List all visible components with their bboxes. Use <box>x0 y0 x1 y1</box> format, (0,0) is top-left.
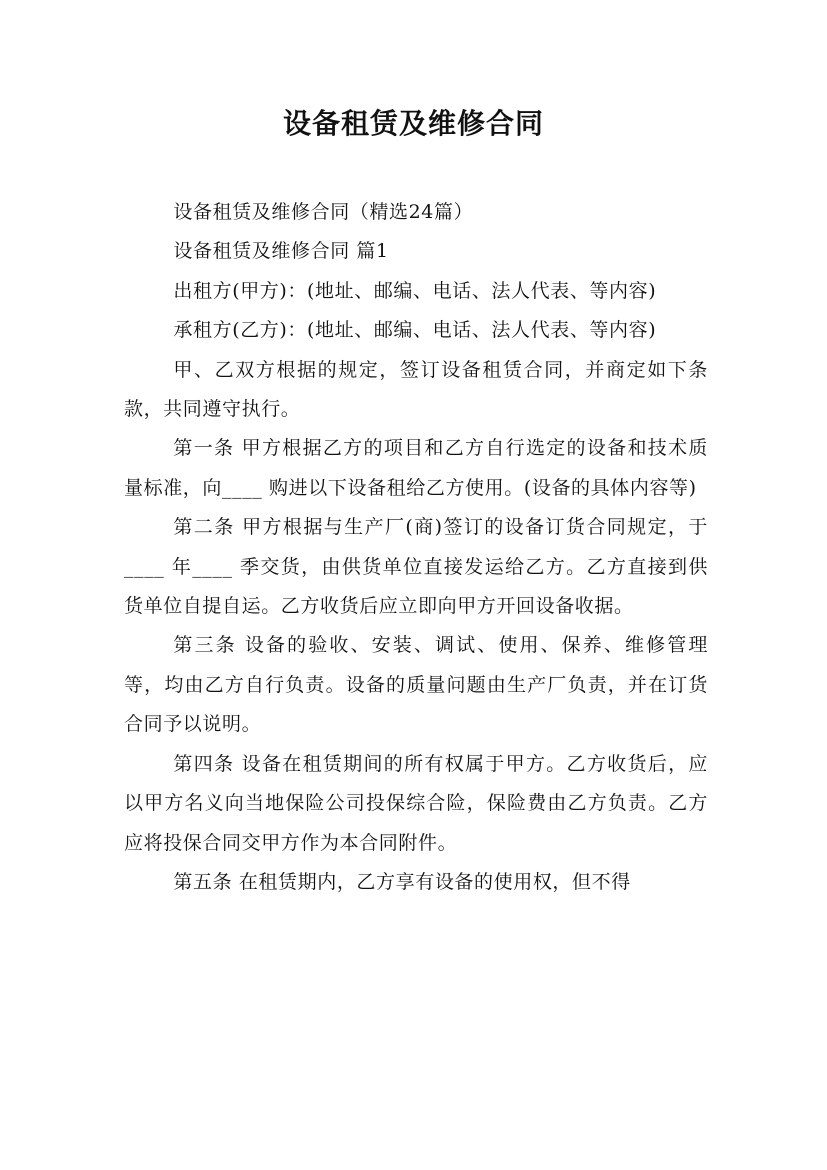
paragraph-lessor: 出租方(甲方)：(地址、邮编、电话、法人代表、等内容) <box>173 279 657 302</box>
document-title: 设备租赁及维修合同 <box>282 107 544 140</box>
paragraph-article-3: 第三条 设备的验收、安装、调试、使用、保养、维修管理等，均由乙方自行负责。设备的质量问题由生产厂负责，并在订货合同予以说明。 <box>124 634 708 736</box>
paragraph-lessee: 承租方(乙方)：(地址、邮编、电话、法人代表、等内容) <box>173 319 657 342</box>
document-body <box>124 193 708 902</box>
paragraph-subtitle: 设备租赁及维修合同（精选24篇） <box>173 201 474 223</box>
paragraph-preamble: 甲、乙双方根据的规定，签订设备租赁合同，并商定如下条款，共同遵守执行。 <box>124 358 708 421</box>
paragraph-article-5: 第五条 在租赁期内，乙方享有设备的使用权，但不得 <box>173 870 631 893</box>
paragraph-section-heading: 设备租赁及维修合同 篇1 <box>173 240 389 263</box>
paragraph-article-2: 第二条 甲方根据与生产厂(商)签订的设备订货合同规定，于____ 年____ 季交货，由供货单位直接发运给乙方。乙方直接到供货单位自提自运。乙方收货后应立即向甲方开回设备收据。 <box>124 516 708 618</box>
paragraph-article-1: 第一条 甲方根据乙方的项目和乙方自行选定的设备和技术质量标准，向____ 购进以下设备租给乙方使用。(设备的具体内容等) <box>124 437 708 499</box>
paragraph-article-4: 第四条 设备在租赁期间的所有权属于甲方。乙方收货后，应以甲方名义向当地保险公司投保综合险，保险费由乙方负责。乙方应将投保合同交甲方作为本合同附件。 <box>124 752 708 854</box>
